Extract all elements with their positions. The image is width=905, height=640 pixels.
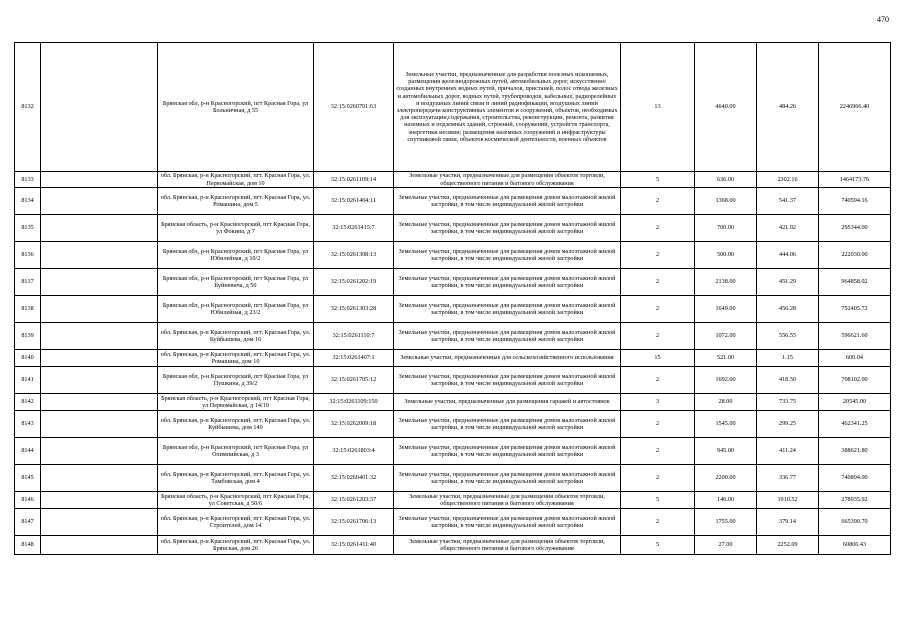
row-cadastral-number: 32:15:0261110:7	[314, 323, 394, 350]
row-land-use: Земельные участки, предназначенные для размещения объектов торговли, общественного питания и бытового обслуживания	[394, 536, 621, 555]
row-area: 1649.00	[695, 296, 757, 323]
table-row	[15, 465, 891, 492]
row-cadastral-value: 596621.60	[819, 323, 891, 350]
row-cadastral-value: 740594.16	[819, 188, 891, 215]
row-cadastral-number: 32:15:0262009:18	[314, 411, 394, 438]
row-group-code: 13	[621, 43, 695, 172]
row-group-code: 2	[621, 367, 695, 394]
row-land-use: Земельные участки, предназначенные для размещения домов малоэтажной жилой застройки, в том числе индивидуальной жилой застройки	[394, 269, 621, 296]
row-area: 945.00	[695, 438, 757, 465]
row-cadastral-number: 32:15:0261411:40	[314, 536, 394, 555]
table-row	[15, 536, 891, 555]
row-cadastral-value: 665390.70	[819, 509, 891, 536]
row-area: 636.00	[695, 172, 757, 188]
row-group-code: 2	[621, 509, 695, 536]
row-land-use: Земельные участки, предназначенные для размещения домов малоэтажной жилой застройки, в том числе индивидуальной жилой застройки	[394, 367, 621, 394]
row-address: Брянская область, р-н Красногорский, пгт Красная Гора, ул Первомайская, д 14/19	[158, 394, 314, 411]
row-address: обл. Брянская, р-н Красногорский, пгт. Красная Гора, ул. Куйбышева, дом 16	[158, 323, 314, 350]
table-row	[15, 438, 891, 465]
row-area: 28.00	[695, 394, 757, 411]
row-cadastral-value: 462341.25	[819, 411, 891, 438]
row-area: 521.00	[695, 350, 757, 367]
empty-cell	[41, 215, 158, 242]
row-group-code: 2	[621, 465, 695, 492]
row-cadastral-number: 32:15:0261203:37	[314, 492, 394, 509]
empty-cell	[41, 411, 158, 438]
empty-cell	[41, 394, 158, 411]
row-land-use: Земельные участки, предназначенные для размещения домов малоэтажной жилой застройки, в том числе индивидуальной жилой застройки	[394, 411, 621, 438]
row-unit-value: 379.14	[757, 509, 819, 536]
row-unit-value: 2252.09	[757, 536, 819, 555]
row-cadastral-number: 32:15:0261705:12	[314, 367, 394, 394]
row-number: 8146	[15, 492, 41, 509]
row-area: 2138.00	[695, 269, 757, 296]
row-cadastral-value: 20545.00	[819, 394, 891, 411]
row-address: Брянская обл, р-н Красногорский, пгт Красная Гора, ул Пушкина, д 39/2	[158, 367, 314, 394]
row-number: 8148	[15, 536, 41, 555]
table-row	[15, 509, 891, 536]
row-group-code: 2	[621, 188, 695, 215]
row-unit-value: 484.26	[757, 43, 819, 172]
row-land-use: Земельные участки, предназначенные для размещения домов малоэтажной жилой застройки, в том числе индивидуальной жилой застройки	[394, 215, 621, 242]
row-cadastral-number: 32:15:0261415:7	[314, 215, 394, 242]
row-group-code: 2	[621, 323, 695, 350]
row-area: 700.00	[695, 215, 757, 242]
table-row	[15, 492, 891, 509]
row-address: обл. Брянская, р-н Красногорский, пгт. Красная Гора, ул. Строителей, дом 14	[158, 509, 314, 536]
table-row	[15, 411, 891, 438]
row-address: Брянская обл, р-н Красногорский, пгт Красная Гора, ул Больничная, д 55	[158, 43, 314, 172]
row-group-code: 15	[621, 350, 695, 367]
row-unit-value: 1910.52	[757, 492, 819, 509]
empty-cell	[41, 367, 158, 394]
row-address: Брянская область, р-н Красногорский, пгт Красная Гора, ул Фокина, д 7	[158, 215, 314, 242]
row-address: Брянская обл, р-н Красногорский, пгт Красная Гора, ул Олимпийская, д 3	[158, 438, 314, 465]
row-cadastral-number: 32:15:0261407:1	[314, 350, 394, 367]
row-land-use: Земельные участки, предназначенные для размещения домов малоэтажной жилой застройки, в том числе индивидуальной жилой застройки	[394, 509, 621, 536]
row-unit-value: 2302.16	[757, 172, 819, 188]
row-number: 8135	[15, 215, 41, 242]
row-land-use: Земельные участки, предназначенные для сельскохозяйственного использования	[394, 350, 621, 367]
empty-cell	[41, 350, 158, 367]
row-group-code: 5	[621, 172, 695, 188]
row-area: 146.00	[695, 492, 757, 509]
row-cadastral-value: 752405.72	[819, 296, 891, 323]
row-area: 500.00	[695, 242, 757, 269]
row-unit-value: 336.77	[757, 465, 819, 492]
row-number: 8142	[15, 394, 41, 411]
row-address: Брянская обл, р-н Красногорский, пгт Красная Гора, ул Юбилейная, д 23/2	[158, 296, 314, 323]
empty-cell	[41, 492, 158, 509]
row-cadastral-number: 32:15:0261706:13	[314, 509, 394, 536]
row-cadastral-number: 32:15:0261109:14	[314, 172, 394, 188]
row-group-code: 2	[621, 215, 695, 242]
table-row	[15, 350, 891, 367]
empty-cell	[41, 172, 158, 188]
empty-cell	[41, 242, 158, 269]
row-number: 8138	[15, 296, 41, 323]
row-unit-value: 556.55	[757, 323, 819, 350]
row-land-use: Земельные участки, предназначенные для размещения домов малоэтажной жилой застройки, в том числе индивидуальной жилой застройки	[394, 323, 621, 350]
row-area: 1755.00	[695, 509, 757, 536]
row-cadastral-number: 32:15:0261404:11	[314, 188, 394, 215]
row-unit-value: 421.92	[757, 215, 819, 242]
row-area: 4640.00	[695, 43, 757, 172]
row-unit-value: 418.50	[757, 367, 819, 394]
table-row	[15, 323, 891, 350]
row-address: обл. Брянская, р-н Красногорский, пгт. Красная Гора, ул. Первомайская, дом 10	[158, 172, 314, 188]
row-cadastral-value: 964858.02	[819, 269, 891, 296]
row-land-use: Земельные участки, предназначенные для размещения домов малоэтажной жилой застройки, в том числе индивидуальной жилой застройки	[394, 188, 621, 215]
row-number: 8145	[15, 465, 41, 492]
table-row	[15, 172, 891, 188]
table-body	[15, 43, 891, 555]
row-area: 1692.00	[695, 367, 757, 394]
row-cadastral-number: 32:15:0261803:4	[314, 438, 394, 465]
row-cadastral-number: 32:15:0260401:32	[314, 465, 394, 492]
row-number: 8133	[15, 172, 41, 188]
empty-cell	[41, 43, 158, 172]
row-land-use: Земельные участки, предназначенные для размещения домов малоэтажной жилой застройки, в том числе индивидуальной жилой застройки	[394, 296, 621, 323]
row-area: 2200.00	[695, 465, 757, 492]
row-number: 8143	[15, 411, 41, 438]
row-cadastral-number: 32:15:0261308:13	[314, 242, 394, 269]
row-group-code: 5	[621, 536, 695, 555]
row-cadastral-value: 708102.00	[819, 367, 891, 394]
row-land-use: Земельные участки, предназначенные для размещения объектов торговли, общественного питания и бытового обслуживания	[394, 172, 621, 188]
row-number: 8132	[15, 43, 41, 172]
row-area: 1368.00	[695, 188, 757, 215]
row-unit-value: 411.24	[757, 438, 819, 465]
row-area: 27.00	[695, 536, 757, 555]
row-land-use: Земельные участки, предназначенные для разработки полезных ископаемых, размещения железнодорожных путей, автомобильных дорог, искусственно созданных внутренних водных путей, причалов, пристаней, полос отвода железных и автомобильных дорог, водных путей, трубопроводов, кабельных, радиорелейных и воздушных линий связи и линий радиофикации, воздушных линий электропередачи конструктивных элементов и сооружений, объектов, необходимых для эксплуатации,содержания, строительства, реконструкции, ремонта, развития наземных и подземных зданий, строений, сооружений, устройств транспорта, энергетики иесвязи; размещения наземных сооружений и инфраструктуры спутниковой связи, объектов космической деятельности, военных объектов	[394, 43, 621, 172]
row-cadastral-number: 32:15:0261109:150	[314, 394, 394, 411]
empty-cell	[41, 536, 158, 555]
table-row	[15, 215, 891, 242]
row-number: 8147	[15, 509, 41, 536]
row-group-code: 2	[621, 438, 695, 465]
row-land-use: Земельные участки, предназначенные для размещения домов малоэтажной жилой застройки, в том числе индивидуальной жилой застройки	[394, 438, 621, 465]
row-cadastral-value: 60806.43	[819, 536, 891, 555]
row-land-use: Земельные участки, предназначенные для размещения гаражей и автостоянок	[394, 394, 621, 411]
empty-cell	[41, 323, 158, 350]
empty-cell	[41, 296, 158, 323]
row-address: обл. Брянская, р-н Красногорский, пгт. Красная Гора, ул. Тамбовская, дом 4	[158, 465, 314, 492]
row-group-code: 3	[621, 394, 695, 411]
row-group-code: 5	[621, 492, 695, 509]
row-area: 1072.00	[695, 323, 757, 350]
row-group-code: 2	[621, 411, 695, 438]
table-row	[15, 296, 891, 323]
row-group-code: 2	[621, 296, 695, 323]
row-address: Брянская область, р-н Красногорский, пгт Красная Гора, ул Советская, д 50/6	[158, 492, 314, 509]
row-address: обл. Брянская, р-н Красногорский, пгт. Красная Гора, ул. Куйбышева, дом 149	[158, 411, 314, 438]
row-number: 8141	[15, 367, 41, 394]
row-land-use: Земельные участки, предназначенные для размещения объектов торговли, общественного питания и бытового обслуживания	[394, 492, 621, 509]
cadastral-value-table	[14, 42, 891, 555]
row-number: 8137	[15, 269, 41, 296]
row-cadastral-value: 222030.00	[819, 242, 891, 269]
row-unit-value: 451.29	[757, 269, 819, 296]
row-unit-value: 456.28	[757, 296, 819, 323]
row-address: обл. Брянская, р-н Красногорский, пгт. Красная Гора, ул. Ромашина, дом 10	[158, 350, 314, 367]
empty-cell	[41, 269, 158, 296]
row-number: 8134	[15, 188, 41, 215]
row-cadastral-value: 295344.00	[819, 215, 891, 242]
row-cadastral-value: 388621.80	[819, 438, 891, 465]
row-cadastral-value: 278935.92	[819, 492, 891, 509]
row-cadastral-value: 740894.00	[819, 465, 891, 492]
table-row	[15, 43, 891, 172]
table-row	[15, 242, 891, 269]
row-unit-value: 444.06	[757, 242, 819, 269]
row-address: обл. Брянская, р-н Красногорский, пгт. Красная Гора, ул. Ромашина, дом 5	[158, 188, 314, 215]
row-land-use: Земельные участки, предназначенные для размещения домов малоэтажной жилой застройки, в том числе индивидуальной жилой застройки	[394, 465, 621, 492]
row-number: 8144	[15, 438, 41, 465]
row-land-use: Земельные участки, предназначенные для размещения домов малоэтажной жилой застройки, в том числе индивидуальной жилой застройки	[394, 242, 621, 269]
row-address: обл. Брянская, р-н Красногорский, пгт. Красная Гора, ул. Брянская, дом 26	[158, 536, 314, 555]
row-cadastral-number: 32:15:0260701:63	[314, 43, 394, 172]
row-number: 8140	[15, 350, 41, 367]
row-area: 1545.00	[695, 411, 757, 438]
table-row	[15, 394, 891, 411]
row-number: 8136	[15, 242, 41, 269]
table-row	[15, 269, 891, 296]
table-row	[15, 188, 891, 215]
row-unit-value: 1.15	[757, 350, 819, 367]
row-address: Брянская обл, р-н Красногорский, пгт Красная Гора, ул Юбилейная, д 10/2	[158, 242, 314, 269]
row-group-code: 2	[621, 242, 695, 269]
table-row	[15, 367, 891, 394]
empty-cell	[41, 509, 158, 536]
row-cadastral-value: 2246966.40	[819, 43, 891, 172]
row-unit-value: 733.75	[757, 394, 819, 411]
row-unit-value: 299.25	[757, 411, 819, 438]
row-cadastral-number: 32:15:0261303:28	[314, 296, 394, 323]
empty-cell	[41, 188, 158, 215]
row-cadastral-value: 600.04	[819, 350, 891, 367]
row-group-code: 2	[621, 269, 695, 296]
row-number: 8139	[15, 323, 41, 350]
page-number: 470	[877, 15, 889, 24]
empty-cell	[41, 465, 158, 492]
row-cadastral-number: 32:15:0261202:19	[314, 269, 394, 296]
row-cadastral-value: 1464173.76	[819, 172, 891, 188]
row-address: Брянская обл, р-н Красногорский, пгт Красная Гора, ул Буйневича, д 50	[158, 269, 314, 296]
row-unit-value: 541.37	[757, 188, 819, 215]
empty-cell	[41, 438, 158, 465]
